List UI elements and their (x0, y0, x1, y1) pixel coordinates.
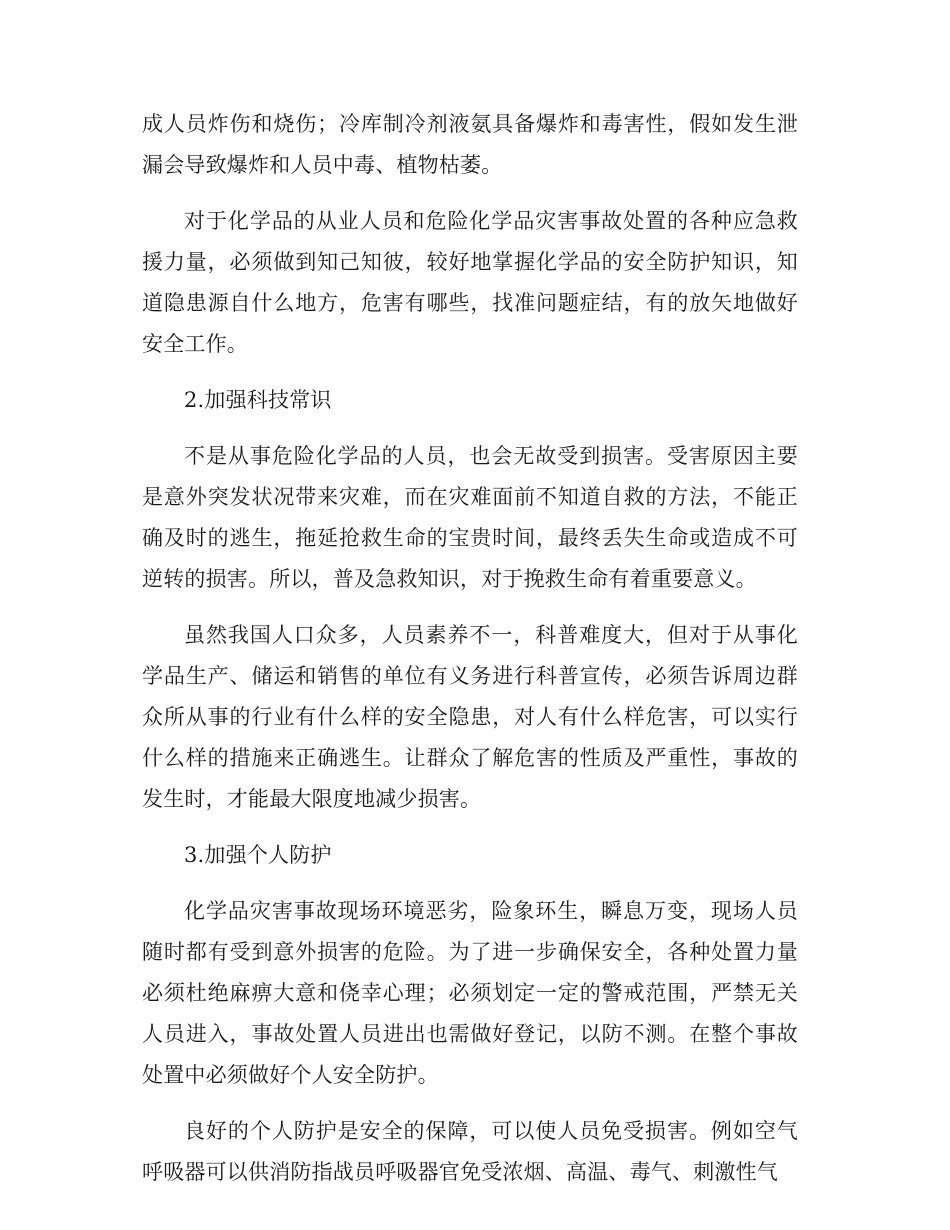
document-body (142, 104, 798, 1208)
paragraph-6: 良好的个人防护是安全的保障，可以使人员免受损害。例如空气呼吸器可以供消防指战员呼吸器官免受浓烟、高温、毒气、刺激性气 (142, 1119, 798, 1184)
section-heading-3: 3.加强个人防护 (184, 843, 332, 867)
paragraph-4: 虽然我国人口众多，人员素养不一，科普难度大，但对于从事化学品生产、储运和销售的单位有义务进行科普宣传，必须告诉周边群众所从事的行业有什么样的安全隐患，对人有什么样危害，可以实行什么样的措施来正确逃生。让群众了解危害的性质及严重性，事故的发生时，才能最大限度地减少损害。 (142, 623, 798, 811)
section-heading-2: 2.加强科技常识 (184, 388, 332, 412)
paragraph-3: 不是从事危险化学品的人员，也会无故受到损害。受害原因主要是意外突发状况带来灾难，而在灾难面前不知道自救的方法，不能正确及时的逃生，拖延抢救生命的宝贵时间，最终丢失生命或造成不可逆转的损害。所以，普及急救知识，对于挽救生命有着重要意义。 (142, 444, 798, 591)
paragraph-5: 化学品灾害事故现场环境恶劣，险象环生，瞬息万变，现场人员随时都有受到意外损害的危险。为了进一步确保安全，各种处置力量必须杜绝麻痹大意和侥幸心理；必须划定一定的警戒范围，严禁无关人员进入，事故处置人员进出也需做好登记，以防不测。在整个事故处置中必须做好个人安全防护。 (142, 899, 798, 1087)
paragraph-1: 成人员炸伤和烧伤；冷库制冷剂液氨具备爆炸和毒害性，假如发生泄漏会导致爆炸和人员中毒、植物枯萎。 (142, 112, 798, 177)
paragraph-2: 对于化学品的从业人员和危险化学品灾害事故处置的各种应急救援力量，必须做到知己知彼，较好地掌握化学品的安全防护知识，知道隐患源自什么地方，危害有哪些，找准问题症结，有的放矢地做好安全工作。 (142, 209, 798, 356)
